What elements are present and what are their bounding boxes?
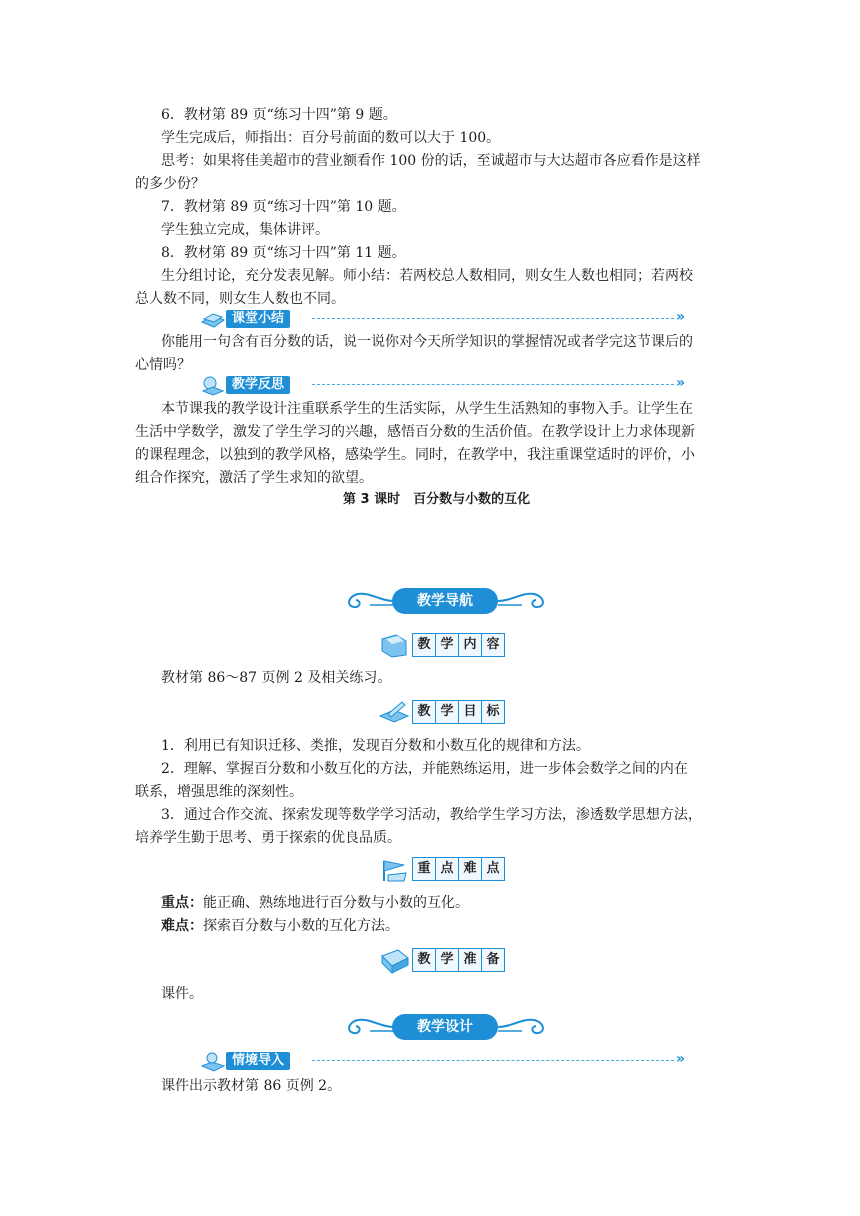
box-header-char: 难 [459, 858, 482, 880]
book-icon [200, 308, 226, 330]
swirl-ornament-icon [340, 1014, 396, 1040]
teacher-note-line: 学生完成后，师指出：百分号前面的数可以大于 100。 [161, 130, 501, 146]
section-reflection-label: 教学反思 [226, 376, 290, 394]
double-chevron-right-icon: » [676, 309, 686, 325]
key-point-text: 能正确、熟练地进行百分数与小数的互化。 [203, 895, 469, 911]
lesson-title: 第 3 课时 百分数与小数的互化 [343, 492, 531, 507]
box-header-char: 教 [413, 634, 436, 656]
reflection-line1: 本节课我的教学设计注重联系学生的生活实际，从学生生活熟知的事物入手。让学生在 [161, 401, 693, 417]
key-point-label: 重点： [161, 895, 203, 911]
box-header-char: 点 [436, 858, 459, 880]
box-header-char: 备 [482, 949, 504, 971]
exercise-9-line: 6．教材第 89 页“练习十四”第 9 题。 [161, 107, 397, 123]
box-header-char: 重 [413, 858, 436, 880]
box-header-char: 目 [459, 701, 482, 723]
banner-teaching-design-label: 教学设计 [392, 1014, 498, 1040]
box-header-char: 教 [413, 949, 436, 971]
goal-1: 1．利用已有知识迁移、类推，发现百分数和小数互化的规律和方法。 [161, 738, 590, 754]
box-header-char: 准 [459, 949, 482, 971]
box-header-char: 教 [413, 701, 436, 723]
reflection-line4: 组合作探究，激活了学生求知的欲望。 [135, 470, 373, 486]
reflection-line3: 的课程理念，以独到的教学风格，感染学生。同时，在教学中，我注重课堂适时的评价，小 [135, 447, 695, 463]
box-header-char: 学 [436, 701, 459, 723]
key-point-line [161, 892, 469, 914]
box-header-char: 学 [436, 949, 459, 971]
box-header-char: 标 [482, 701, 504, 723]
goal-2-line2: 联系，增强思维的深刻性。 [135, 784, 303, 800]
prep-text: 课件。 [161, 986, 203, 1002]
section-summary-label: 课堂小结 [226, 310, 290, 328]
swirl-ornament-icon [340, 588, 396, 614]
apple-books-icon [200, 1050, 226, 1072]
swirl-ornament-icon [496, 588, 552, 614]
group-discussion-line1: 生分组讨论，充分发表见解。师小结：若两校总人数相同，则女生人数也相同；若两校 [161, 268, 693, 284]
dashed-divider [312, 318, 674, 319]
box-header-char: 内 [459, 634, 482, 656]
flag-icon [378, 857, 412, 883]
banner-teaching-design [340, 1012, 550, 1042]
intro-text: 课件出示教材第 86 页例 2。 [161, 1078, 342, 1094]
section-intro-label: 情境导入 [226, 1052, 290, 1070]
double-chevron-right-icon: » [676, 1051, 686, 1067]
thinking-question-line2: 的多少份？ [135, 176, 205, 192]
goal-3-line1: 3．通过合作交流、探索发现等数学学习活动，教给学生学习方法，渗透数学思想方法， [161, 807, 702, 823]
reflection-line2: 生活中学数学，激发了学生学习的兴趣，感悟百分数的生活价值。在教学设计上力求体现新 [135, 424, 695, 440]
exercise-10-line: 7．教材第 89 页“练习十四”第 10 题。 [161, 199, 406, 215]
independent-work-line: 学生独立完成，集体讲评。 [161, 222, 329, 238]
exercise-11-line: 8．教材第 89 页“练习十四”第 11 题。 [161, 245, 406, 261]
double-chevron-right-icon: » [676, 375, 686, 391]
box-header-char: 点 [482, 858, 504, 880]
thinking-question-line1: 思考：如果将佳美超市的营业额看作 100 份的话，至诚超市与大达超市各应看作是这样 [161, 153, 701, 169]
difficulty-text: 探索百分数与小数的互化方法。 [203, 918, 399, 934]
difficulty-label: 难点： [161, 918, 203, 934]
dashed-divider [312, 384, 674, 385]
difficulty-line [161, 915, 399, 937]
goal-3-line2: 培养学生勤于思考、勇于探索的优良品质。 [135, 830, 401, 846]
dashed-divider [312, 1060, 674, 1061]
box-header-char: 学 [436, 634, 459, 656]
section-summary-header [200, 308, 692, 330]
section-reflection-header [200, 374, 692, 396]
lightbulb-book-icon [200, 374, 226, 396]
banner-teaching-guide [340, 586, 550, 616]
pencil-book-icon [378, 700, 412, 726]
summary-question-line1: 你能用一句含有百分数的话，说一说你对今天所学知识的掌握情况或者学完这节课后的 [161, 334, 693, 350]
group-discussion-line2: 总人数不同，则女生人数也不同。 [135, 291, 345, 307]
summary-question-line2: 心情吗？ [135, 357, 191, 373]
content-text: 教材第 86～87 页例 2 及相关练习。 [161, 670, 392, 686]
section-intro-header [200, 1050, 692, 1072]
book-icon [378, 633, 412, 659]
banner-teaching-guide-label: 教学导航 [392, 588, 498, 614]
goal-2-line1: 2．理解、掌握百分数和小数互化的方法，并能熟练运用，进一步体会数学之间的内在 [161, 761, 688, 777]
box-header-char: 容 [482, 634, 504, 656]
swirl-ornament-icon [496, 1014, 552, 1040]
clipboard-icon [378, 948, 412, 974]
